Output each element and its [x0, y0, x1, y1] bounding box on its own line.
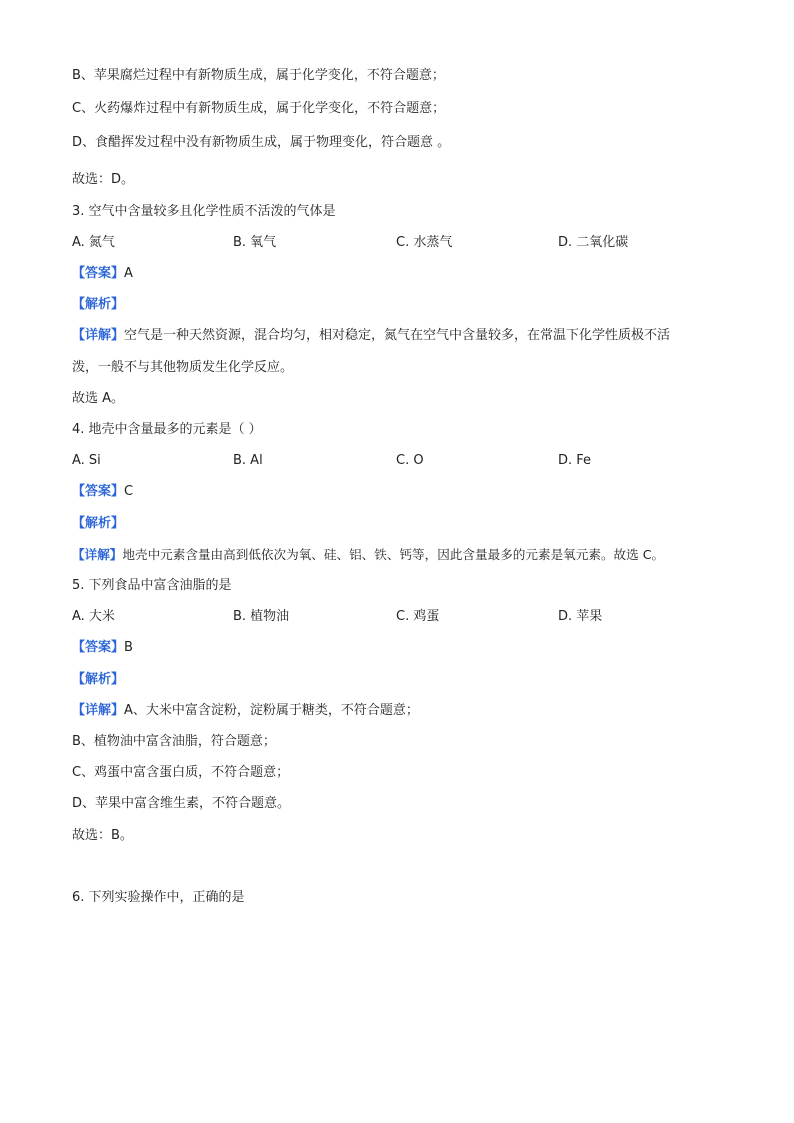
q6-stem: 6. 下列实验操作中，正确的是 — [72, 890, 245, 905]
q3-detail-line-1 — [72, 327, 670, 345]
detail-text: A、大米中富含淀粉，淀粉属于糖类，不符合题意； — [124, 703, 419, 718]
detail-tag: 【详解】 — [72, 328, 125, 343]
detail-tag: 【详解】 — [72, 703, 125, 718]
prev-option-b-explanation: B、苹果腐烂过程中有新物质生成，属于化学变化，不符合题意； — [72, 68, 445, 83]
q3-option-c: C. 水蒸气 — [396, 235, 453, 250]
q4-answer — [72, 483, 133, 501]
q5-option-d: D. 苹果 — [558, 609, 603, 624]
answer-tag: 【答案】 — [72, 266, 125, 281]
analysis-tag: 【解析】 — [72, 516, 125, 531]
q5-detail-line-d: D、苹果中富含维生素，不符合题意。 — [72, 796, 291, 811]
analysis-tag: 【解析】 — [72, 672, 125, 687]
q3-analysis-heading — [72, 296, 124, 314]
q5-detail-line-a — [72, 702, 419, 720]
prev-option-d-explanation: D、食醋挥发过程中没有新物质生成，属于物理变化，符合题意 。 — [72, 135, 451, 150]
q5-detail-line-c: C、鸡蛋中富含蛋白质，不符合题意； — [72, 765, 290, 780]
q4-option-c: C. O — [396, 453, 424, 468]
q3-option-d: D. 二氧化碳 — [558, 235, 629, 250]
prev-option-c-explanation: C、火药爆炸过程中有新物质生成，属于化学变化，不符合题意； — [72, 101, 446, 116]
q5-detail-line-b: B、植物油中富含油脂，符合题意； — [72, 734, 276, 749]
q5-option-b: B. 植物油 — [233, 609, 290, 624]
q3-answer — [72, 265, 133, 283]
q3-choice: 故选 A。 — [72, 391, 125, 406]
q5-option-a: A. 大米 — [72, 609, 115, 624]
answer-value: A — [124, 266, 133, 281]
q5-option-c: C. 鸡蛋 — [396, 609, 440, 624]
q4-option-a: A. Si — [72, 453, 101, 468]
prev-choice: 故选：D。 — [72, 172, 135, 187]
answer-tag: 【答案】 — [72, 640, 125, 655]
answer-value: C — [124, 484, 134, 499]
q3-stem: 3. 空气中含量较多且化学性质不活泼的气体是 — [72, 204, 336, 219]
detail-tag: 【详解】 — [72, 547, 123, 562]
answer-value: B — [124, 640, 133, 655]
q3-option-b: B. 氧气 — [233, 235, 277, 250]
detail-text: 地壳中元素含量由高到低依次为氧、硅、铝、铁、钙等，因此含量最多的元素是氧元素。故选 C。 — [122, 547, 665, 562]
q5-analysis-heading — [72, 671, 124, 689]
q5-choice: 故选：B。 — [72, 828, 133, 843]
detail-text: 空气是一种天然资源，混合均匀，相对稳定，氮气在空气中含量较多，在常温下化学性质极不活 — [124, 328, 671, 343]
q3-option-a: A. 氮气 — [72, 235, 115, 250]
q4-option-b: B. Al — [233, 453, 263, 468]
analysis-tag: 【解析】 — [72, 297, 125, 312]
q4-analysis-heading — [72, 515, 124, 533]
q4-stem: 4. 地壳中含量最多的元素是（ ） — [72, 422, 262, 437]
q4-detail-line-1 — [72, 546, 664, 564]
q5-answer — [72, 639, 133, 657]
q3-detail-line-2: 泼，一般不与其他物质发生化学反应。 — [72, 360, 294, 375]
q5-stem: 5. 下列食品中富含油脂的是 — [72, 578, 232, 593]
answer-tag: 【答案】 — [72, 484, 125, 499]
q4-option-d: D. Fe — [558, 453, 592, 468]
